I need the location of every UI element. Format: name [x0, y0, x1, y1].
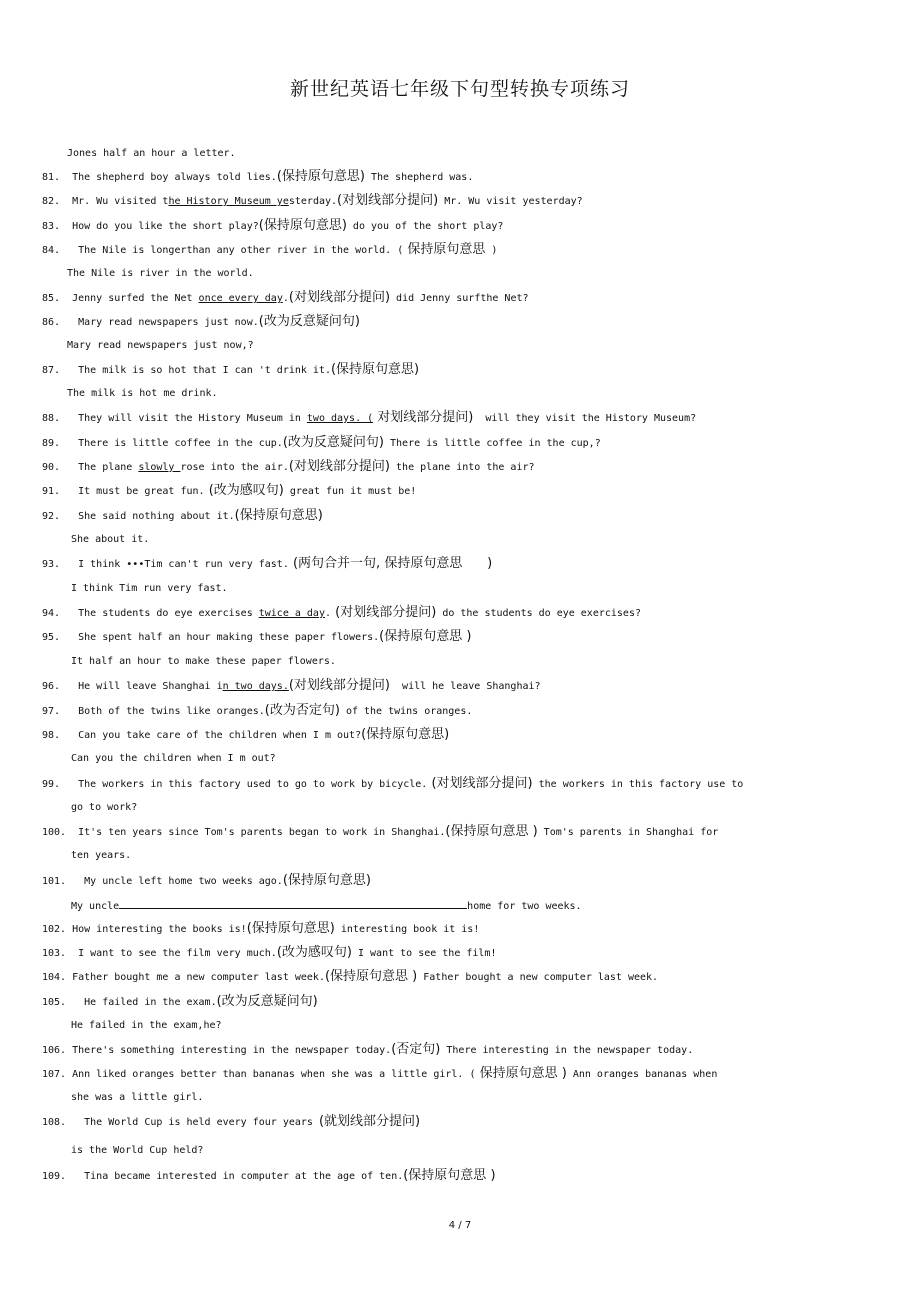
underlined-phrase: slowly	[138, 462, 181, 473]
exercise-85: 85. Jenny surfed the Net once every day.(对划线部分提问) did Jenny surfthe Net?	[42, 290, 529, 305]
exercise-92-answer: She about it.	[71, 534, 150, 545]
exercise-81: 81. The shepherd boy always told lies.(保持原句意思) The shepherd was.	[42, 169, 474, 184]
exercise-96: 96. He will leave Shanghai in two days.(对划线部分提问) will he leave Shanghai?	[42, 678, 541, 693]
exercise-87: 87. The milk is so hot that I can 't drink it.(保持原句意思)	[42, 362, 420, 377]
exercise-105: 105. He failed in the exam.(改为反意疑问句)	[42, 994, 318, 1009]
exercise-103: 103. I want to see the film very much.(改为感叹句) I want to see the film!	[42, 945, 497, 960]
exercise-84: 84. The Nile is longerthan any other river in the world. ( 保持原句意思 )	[42, 242, 498, 257]
underlined-phrase: two days. (	[306, 413, 374, 424]
exercise-102: 102. How interesting the books is!(保持原句意思) interesting book it is!	[42, 921, 480, 936]
underlined-phrase: n two days.	[222, 681, 289, 692]
exercise-91: 91. It must be great fun. (改为感叹句) great fun it must be!	[42, 483, 417, 498]
underlined-phrase: twice a day	[258, 608, 325, 619]
underlined-phrase: once every day	[198, 293, 283, 304]
exercise-98-answer: Can you the children when I m out?	[71, 753, 276, 764]
exercise-94: 94. The students do eye exercises twice a day. (对划线部分提问) do the students do eye exercises?	[42, 605, 641, 620]
exercise-108-answer: is the World Cup held?	[71, 1145, 204, 1156]
exercise-101: 101. My uncle left home two weeks ago.(保持原句意思)	[42, 873, 371, 888]
exercise-97: 97. Both of the twins like oranges.(改为否定句) of the twins oranges.	[42, 703, 473, 718]
exercise-95-answer: It half an hour to make these paper flowers.	[71, 656, 336, 667]
page-title: 新世纪英语七年级下句型转换专项练习	[289, 78, 630, 100]
exercise-92: 92. She said nothing about it.(保持原句意思)	[42, 508, 323, 523]
exercise-104: 104. Father bought me a new computer last week.(保持原句意思 ) Father bought a new computer last week.	[42, 969, 659, 984]
exercise-108: 108. The World Cup is held every four years (就划线部分提问)	[42, 1114, 421, 1129]
exercise-106: 106. There's something interesting in the newspaper today.(否定句) There interesting in the newspaper today.	[42, 1042, 694, 1057]
exercise-83: 83. How do you like the short play?(保持原句意思) do you of the short play?	[42, 218, 504, 233]
exercise-90: 90. The plane slowly rose into the air.(对划线部分提问) the plane into the air?	[42, 459, 535, 474]
exercise-98: 98. Can you take care of the children when I m out?(保持原句意思)	[42, 727, 450, 742]
exercise-107-cont: she was a little girl.	[71, 1092, 204, 1103]
underlined-phrase: he History Museum ye	[168, 196, 289, 207]
exercise-86-answer: Mary read newspapers just now,?	[67, 340, 254, 351]
exercise-99-cont: go to work?	[71, 802, 138, 813]
exercise-89: 89. There is little coffee in the cup.(改为反意疑问句) There is little coffee in the cup,?	[42, 435, 601, 450]
exercise-101-answer: My uncle home for two weeks.	[71, 898, 582, 914]
exercise-100: 100. It's ten years since Tom's parents began to work in Shanghai.(保持原句意思 ) Tom's parents in Shanghai for	[42, 824, 719, 839]
exercise-line: Jones half an hour a letter.	[67, 148, 236, 159]
exercise-82: 82. Mr. Wu visited the History Museum yesterday.(对划线部分提问) Mr. Wu visit yesterday?	[42, 193, 583, 208]
exercise-99: 99. The workers in this factory used to go to work by bicycle. (对划线部分提问) the workers in this factory use to	[42, 776, 744, 791]
exercise-87-answer: The milk is hot me drink.	[67, 388, 218, 399]
exercise-105-answer: He failed in the exam,he?	[71, 1020, 222, 1031]
exercise-88: 88. They will visit the History Museum in two days. ( 对划线部分提问) will they visit the History Museum?	[42, 410, 697, 425]
exercise-100-cont: ten years.	[71, 850, 132, 861]
exercise-93: 93. I think •••Tim can't run very fast. (两句合并一句, 保持原句意思 )	[42, 556, 493, 571]
exercise-93-answer: I think Tim run very fast.	[71, 583, 228, 594]
exercise-95: 95. She spent half an hour making these paper flowers.(保持原句意思 )	[42, 629, 472, 644]
exercise-107: 107. Ann liked oranges better than bananas when she was a little girl. ( 保持原句意思 ) Ann oranges bananas when	[42, 1066, 718, 1081]
exercise-86: 86. Mary read newspapers just now.(改为反意疑问句)	[42, 314, 360, 329]
answer-blank	[119, 898, 467, 909]
page-number: 4 / 7	[448, 1220, 472, 1231]
exercise-109: 109. Tina became interested in computer at the age of ten.(保持原句意思 )	[42, 1168, 496, 1183]
exercise-84-answer: The Nile is river in the world.	[67, 268, 254, 279]
